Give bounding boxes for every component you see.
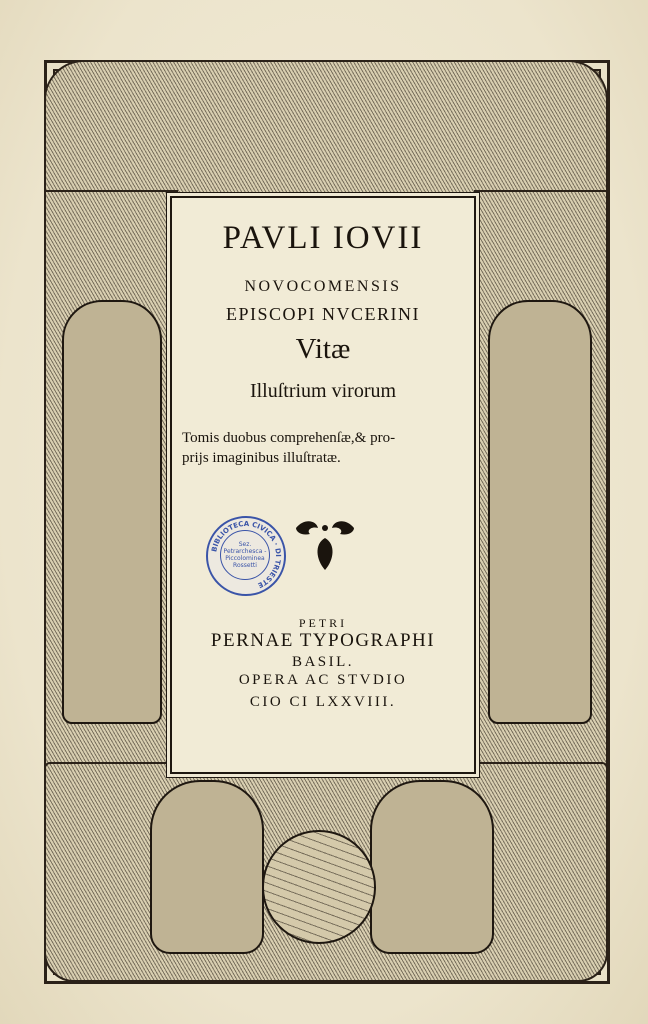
author-office: EPISCOPI NVCERINI xyxy=(225,304,420,324)
library-stamp xyxy=(206,516,286,596)
fleuron-ornament-icon xyxy=(290,514,360,574)
title-cartouche xyxy=(170,196,476,774)
work-title: Vitæ xyxy=(295,333,351,365)
robed-figure-illustration xyxy=(62,300,162,724)
imprint-line-2: PERNAE TYPOGRAPHI xyxy=(210,630,436,651)
seated-woman-illustration xyxy=(150,780,264,954)
seated-nude-figure-illustration xyxy=(370,780,494,954)
stamp-inner-text: Sez. Petrarchesca - Piccolominea Rossetti xyxy=(220,530,270,580)
imprint-line-3: BASIL. xyxy=(291,654,355,670)
top-ornament xyxy=(44,60,608,204)
work-subtitle: Illuſtrium virorum xyxy=(249,380,397,402)
description-line-2: prijs imaginibus illuſtratæ. xyxy=(182,450,341,466)
armored-soldier-illustration xyxy=(488,300,592,724)
imprint-line-4: OPERA AC STVDIO xyxy=(238,672,408,688)
imprint-line-1: PETRI xyxy=(298,616,348,630)
svg-text:BIBLIOTECA CIVICA · DI TRIESTE: BIBLIOTECA CIVICA · DI TRIESTE xyxy=(210,519,283,590)
author-origin: NOVOCOMENSIS xyxy=(244,278,402,295)
description-line-1: Tomis duobus comprehenſæ,& pro- xyxy=(182,430,396,446)
imprint-line-5: CIO CI LXXVIII. xyxy=(249,694,397,710)
globe-illustration xyxy=(262,830,376,944)
author-name: PAVLI IOVII xyxy=(222,220,424,256)
